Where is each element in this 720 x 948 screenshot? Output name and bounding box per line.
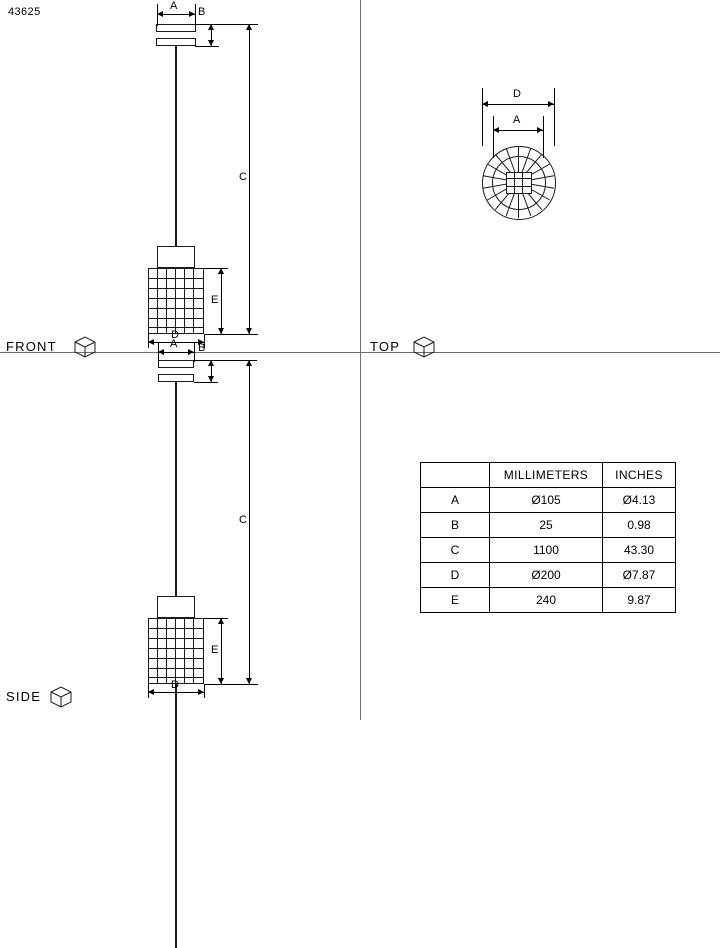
view-label-side: SIDE <box>6 689 42 704</box>
table-row <box>421 588 676 613</box>
row-mm-c: 1100 <box>490 538 603 563</box>
cage-shade-front <box>148 268 204 334</box>
table-row <box>421 513 676 538</box>
table-row <box>421 488 676 513</box>
row-in-c: 43.30 <box>603 538 676 563</box>
dim-line-c-front <box>249 24 250 334</box>
row-in-e: 9.87 <box>603 588 676 613</box>
ext-line-e-top-side <box>204 618 228 619</box>
top-view <box>360 0 720 352</box>
dim-label-e-front: E <box>211 294 219 306</box>
dim-label-a-top: A <box>513 114 521 126</box>
ext-line-d-right-top <box>554 88 555 146</box>
ext-line-b-bottom-side <box>194 382 218 383</box>
table-header-inches: INCHES <box>603 463 676 488</box>
canopy-hub-top <box>506 172 532 194</box>
dim-line-d-side <box>148 692 204 693</box>
shade-cap-front <box>157 246 195 268</box>
dim-line-a-top <box>493 130 543 131</box>
row-label-b: B <box>421 513 490 538</box>
row-mm-d: Ø200 <box>490 563 603 588</box>
row-in-a: Ø4.13 <box>603 488 676 513</box>
cube-icon <box>413 336 435 358</box>
table-header-blank <box>421 463 490 488</box>
dim-line-e-front <box>221 268 222 334</box>
dim-line-c-side <box>249 360 250 684</box>
dim-label-b-side: B <box>198 342 206 354</box>
row-label-c: C <box>421 538 490 563</box>
dim-label-d-side: D <box>171 679 180 691</box>
row-mm-a: Ø105 <box>490 488 603 513</box>
suspension-cord-front <box>175 46 177 246</box>
row-in-d: Ø7.87 <box>603 563 676 588</box>
row-mm-e: 240 <box>490 588 603 613</box>
front-view <box>0 0 360 352</box>
row-mm-b: 25 <box>490 513 603 538</box>
dim-label-d-front: D <box>171 329 180 341</box>
shade-cap-side <box>157 596 195 618</box>
dim-line-e-side <box>221 618 222 684</box>
canopy-band-front <box>156 31 196 39</box>
ext-line-a-left-top <box>493 116 494 158</box>
dim-label-c-front: C <box>239 171 248 183</box>
ext-line-e-bottom-side <box>204 684 228 685</box>
dim-label-a-side: A <box>170 338 178 350</box>
row-label-d: D <box>421 563 490 588</box>
cage-shade-side <box>148 618 204 684</box>
table-row <box>421 538 676 563</box>
dimension-table <box>420 462 676 613</box>
ext-line-e-top-front <box>204 268 228 269</box>
ext-line-a-right-top <box>543 116 544 158</box>
ext-line-b-bottom-front <box>195 46 219 47</box>
ext-line-d-right-side <box>204 684 205 698</box>
row-label-a: A <box>421 488 490 513</box>
dim-label-a-front: A <box>170 0 178 12</box>
dim-label-d-top: D <box>513 88 522 100</box>
row-in-b: 0.98 <box>603 513 676 538</box>
dim-line-d-top <box>482 104 554 105</box>
dim-label-e-side: E <box>211 644 219 656</box>
row-label-e: E <box>421 588 490 613</box>
cube-icon <box>50 686 72 708</box>
ext-line-d-left-top <box>482 88 483 146</box>
dim-label-b-front: B <box>198 6 206 18</box>
view-label-front: FRONT <box>6 339 57 354</box>
table-header-row <box>421 463 676 488</box>
canopy-band-side <box>158 367 194 375</box>
ext-line-a-right-side <box>194 342 195 362</box>
table-row <box>421 563 676 588</box>
article-code: 43625 <box>8 6 41 18</box>
dim-label-c-side: C <box>239 514 248 526</box>
ext-line-e-bottom-front <box>204 334 228 335</box>
ext-line-a-right-front <box>195 4 196 26</box>
view-label-top: TOP <box>370 339 401 354</box>
table-header-millimeters: MILLIMETERS <box>490 463 603 488</box>
